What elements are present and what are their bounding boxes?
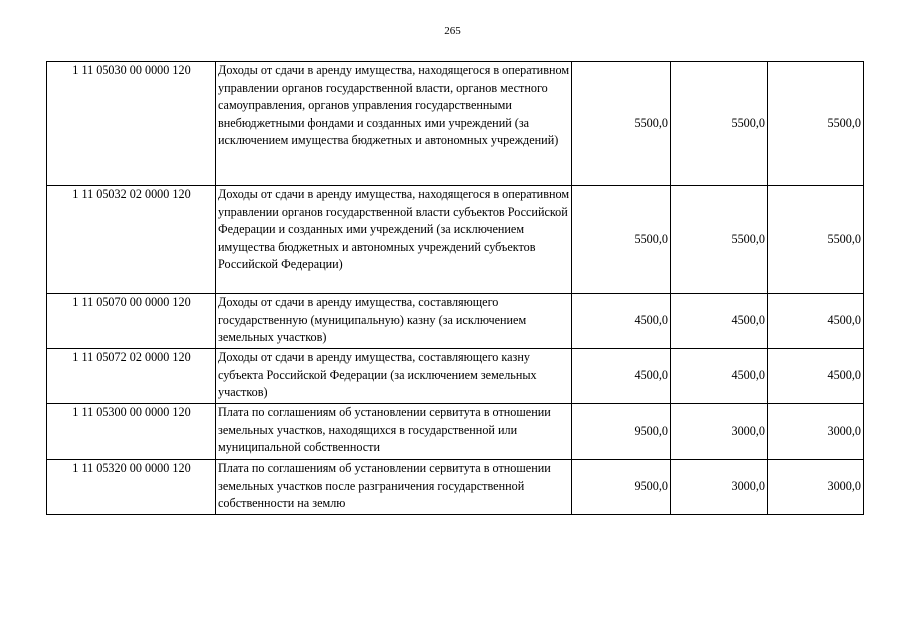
- table-row: [47, 186, 864, 294]
- amount-year-3-cell: 3000,0: [768, 460, 864, 515]
- amount-year-1-cell: 5500,0: [572, 62, 671, 186]
- budget-code-cell: 1 11 05032 02 0000 120: [47, 186, 216, 294]
- revenue-description-cell: Плата по соглашениям об установлении сервитута в отношении земельных участков, находящихся в государственной или муниципальной собственности: [216, 404, 572, 460]
- amount-year-1-cell: 9500,0: [572, 404, 671, 460]
- amount-year-3-cell: 4500,0: [768, 294, 864, 349]
- amount-year-3-cell: 4500,0: [768, 349, 864, 404]
- budget-code-cell: 1 11 05072 02 0000 120: [47, 349, 216, 404]
- amount-year-1-cell: 9500,0: [572, 460, 671, 515]
- table-row: [47, 404, 864, 460]
- amount-year-2-cell: 3000,0: [671, 460, 768, 515]
- amount-year-2-cell: 5500,0: [671, 186, 768, 294]
- budget-code-cell: 1 11 05320 00 0000 120: [47, 460, 216, 515]
- table-row: [47, 460, 864, 515]
- budget-code-cell: 1 11 05070 00 0000 120: [47, 294, 216, 349]
- amount-year-3-cell: 5500,0: [768, 62, 864, 186]
- page-number: 265: [444, 25, 461, 37]
- table-row: [47, 349, 864, 404]
- amount-year-1-cell: 4500,0: [572, 294, 671, 349]
- amount-year-3-cell: 5500,0: [768, 186, 864, 294]
- table-row: [47, 294, 864, 349]
- revenue-description-cell: Доходы от сдачи в аренду имущества, находящегося в оперативном управлении органов государственной власти субъектов Российской Федерации и созданных ими учреждений (за исключением имущества бюджетных и автономных учреждений субъектов Российской Федерации): [216, 186, 572, 294]
- amount-year-3-cell: 3000,0: [768, 404, 864, 460]
- amount-year-2-cell: 3000,0: [671, 404, 768, 460]
- amount-year-1-cell: 4500,0: [572, 349, 671, 404]
- amount-year-2-cell: 4500,0: [671, 349, 768, 404]
- amount-year-2-cell: 4500,0: [671, 294, 768, 349]
- table-row: [47, 62, 864, 186]
- revenue-description-cell: Доходы от сдачи в аренду имущества, составляющего государственную (муниципальную) казну (за исключением земельных участков): [216, 294, 572, 349]
- budget-code-cell: 1 11 05300 00 0000 120: [47, 404, 216, 460]
- revenue-description-cell: Плата по соглашениям об установлении сервитута в отношении земельных участков после разграничения государственной собственности на землю: [216, 460, 572, 515]
- amount-year-2-cell: 5500,0: [671, 62, 768, 186]
- amount-year-1-cell: 5500,0: [572, 186, 671, 294]
- revenue-description-cell: Доходы от сдачи в аренду имущества, составляющего казну субъекта Российской Федерации (за исключением земельных участков): [216, 349, 572, 404]
- budget-code-cell: 1 11 05030 00 0000 120: [47, 62, 216, 186]
- revenue-description-cell: Доходы от сдачи в аренду имущества, находящегося в оперативном управлении органов государственной власти, органов местного самоуправления, органов управления государственными внебюджетными фондами и созданных ими учреждений (за исключением имущества бюджетных и автономных учреждений): [216, 62, 572, 186]
- budget-revenue-table: [46, 61, 864, 515]
